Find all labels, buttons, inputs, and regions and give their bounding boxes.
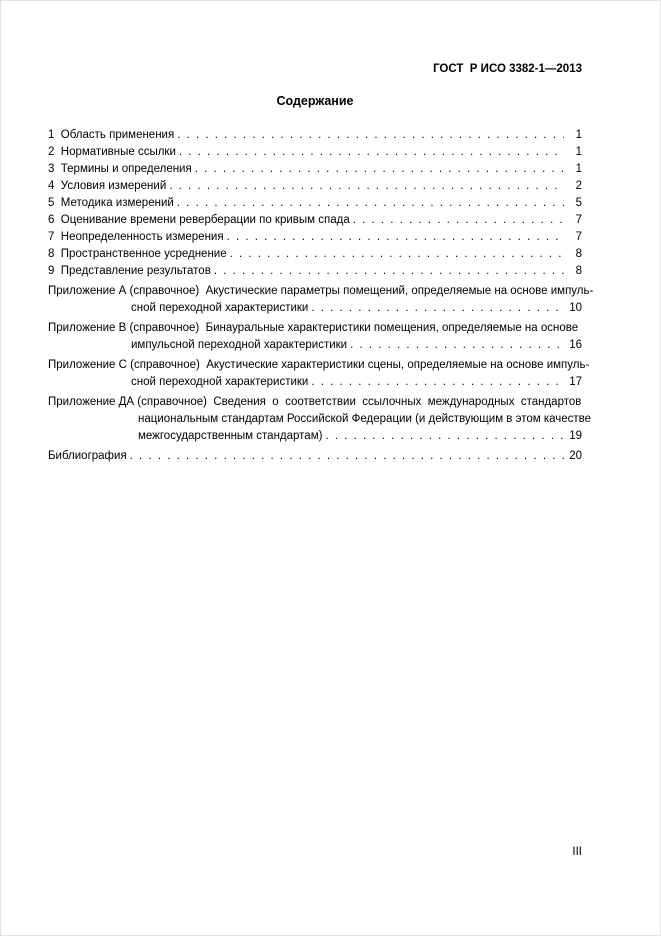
toc-entry bbox=[48, 195, 582, 212]
dot-leader bbox=[350, 337, 564, 354]
dot-leader bbox=[169, 178, 564, 195]
toc-entry bbox=[48, 357, 590, 391]
toc-list bbox=[48, 127, 594, 465]
toc-entry bbox=[48, 212, 582, 229]
toc-entry-line: Приложение А (справочное) Акустические параметры помещений, определяемые на основе импуль- bbox=[48, 285, 594, 297]
toc-entry-title: 3 Термины и определения bbox=[48, 163, 192, 175]
toc-page-number: 2 bbox=[575, 180, 582, 192]
toc-entry bbox=[48, 394, 592, 445]
dot-leader bbox=[227, 229, 564, 246]
toc-entry-title: сной переходной характеристики bbox=[131, 376, 309, 388]
toc-entry-title: Библиография bbox=[48, 450, 127, 462]
dot-leader bbox=[230, 246, 564, 263]
toc-entry bbox=[48, 448, 582, 465]
toc-entry-title: 5 Методика измерений bbox=[48, 197, 174, 209]
toc-page-number: 17 bbox=[569, 376, 582, 388]
toc-entry-title: 9 Представление результатов bbox=[48, 265, 211, 277]
toc-entry-title: импульсной переходной характеристики bbox=[131, 339, 348, 351]
dot-leader bbox=[179, 144, 564, 161]
toc-page-number: 7 bbox=[575, 231, 582, 243]
toc-entry-title: 6 Оценивание времени реверберации по кривым спада bbox=[48, 214, 350, 226]
toc-page-number: 19 bbox=[569, 430, 582, 442]
toc-entry bbox=[48, 178, 582, 195]
toc-page-number: 20 bbox=[569, 450, 582, 462]
toc-title: Содержание bbox=[276, 94, 354, 108]
dot-leader bbox=[311, 374, 564, 391]
toc-page-number: 1 bbox=[575, 129, 582, 141]
dot-leader bbox=[177, 127, 564, 144]
toc-page-number: 1 bbox=[575, 163, 582, 175]
toc-entry-title: сной переходной характеристики bbox=[131, 302, 309, 314]
toc-entry bbox=[48, 263, 582, 280]
toc-page-number: 5 bbox=[575, 197, 582, 209]
toc-entry-line: Приложение ДА (справочное) Сведения о соответствии ссылочных международных стандартов bbox=[48, 396, 582, 408]
toc-entry-title: 7 Неопределенность измерения bbox=[48, 231, 224, 243]
dot-leader bbox=[177, 195, 564, 212]
toc-entry-line: Приложение В (справочное) Бинауральные характеристики помещения, определяемые на основе bbox=[48, 322, 579, 334]
toc-entry-title: 8 Пространственное усреднение bbox=[48, 248, 227, 260]
toc-page-number: 8 bbox=[575, 265, 582, 277]
toc-entry bbox=[48, 144, 582, 161]
toc-page-number: 8 bbox=[575, 248, 582, 260]
toc-entry bbox=[48, 161, 582, 178]
dot-leader bbox=[353, 212, 564, 229]
dot-leader bbox=[325, 428, 564, 445]
toc-page-number: 1 bbox=[575, 146, 582, 158]
toc-entry bbox=[48, 320, 582, 354]
dot-leader bbox=[195, 161, 564, 178]
toc-entry-line: Приложение С (справочное) Акустические характеристики сцены, определяемые на основе импуль- bbox=[48, 359, 590, 371]
toc-entry-title: межгосударственным стандартам) bbox=[138, 430, 323, 442]
toc-page-number: 7 bbox=[575, 214, 582, 226]
toc-entry bbox=[48, 283, 594, 317]
toc-entry-title: 4 Условия измерений bbox=[48, 180, 167, 192]
toc-entry-title: 2 Нормативные ссылки bbox=[48, 146, 176, 158]
toc-page-number: 10 bbox=[569, 302, 582, 314]
toc-entry bbox=[48, 127, 582, 144]
toc-entry-title: 1 Область применения bbox=[48, 129, 175, 141]
toc-entry-line: национальным стандартам Российской Федерации (и действующим в этом качестве bbox=[138, 413, 592, 425]
dot-leader bbox=[130, 448, 564, 465]
standard-code: ГОСТ Р ИСО 3382-1—2013 bbox=[433, 63, 582, 75]
toc-entry bbox=[48, 246, 582, 263]
toc-page-number: 16 bbox=[569, 339, 582, 351]
toc-entry bbox=[48, 229, 582, 246]
page-folio: III bbox=[572, 846, 582, 858]
dot-leader bbox=[311, 300, 564, 317]
dot-leader bbox=[214, 263, 564, 280]
